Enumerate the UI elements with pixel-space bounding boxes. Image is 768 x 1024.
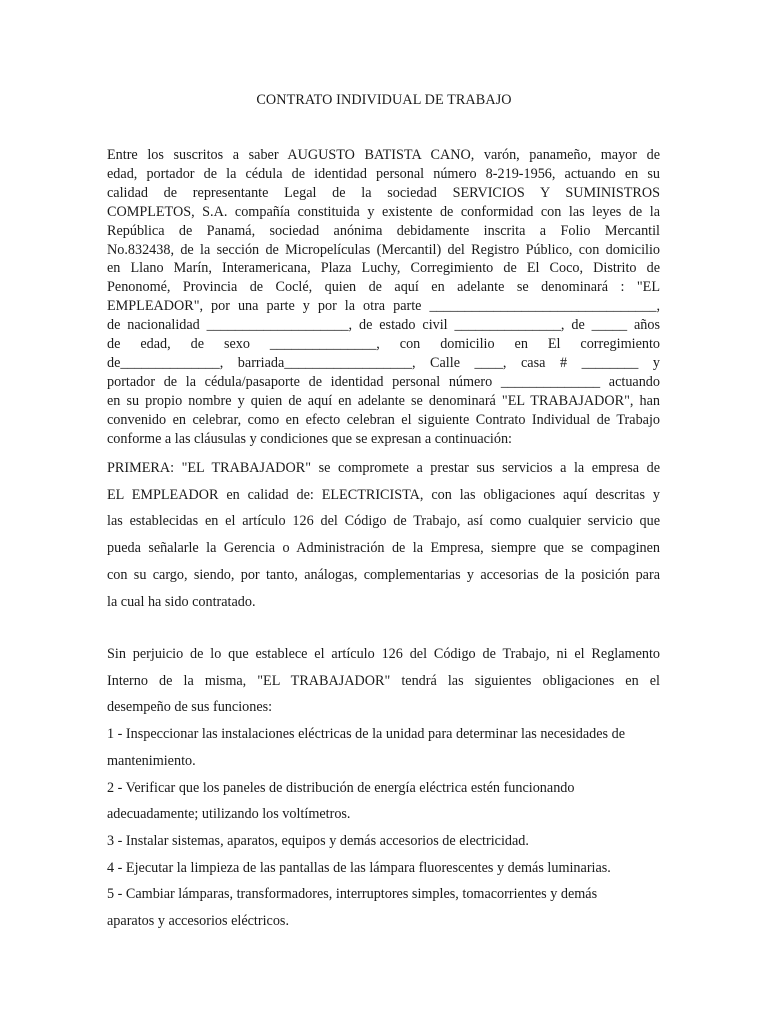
intro-line: Penonomé, Provincia de Coclé, quien de aquí en adelante se denominará : "EL [107,279,660,296]
clause-primera [107,455,660,615]
intro-line: República de Panamá, sociedad anónima debidamente inscrita a Folio Mercantil [107,222,660,239]
obligations-intro-line: Sin perjuicio de lo que establece el artículo 126 del Código de Trabajo, ni el Reglamento [107,646,660,662]
document-title: CONTRATO INDIVIDUAL DE TRABAJO [256,92,512,108]
intro-line: calidad de representante Legal de la sociedad SERVICIOS Y SUMINISTROS [107,184,660,201]
intro-line: COMPLETOS, S.A. compañía constituida y existente de conformidad con las leyes de la [107,203,660,220]
clause-primera-line: la cual ha sido contratado. [107,593,256,610]
clause-primera-line: PRIMERA: "EL TRABAJADOR" se compromete a prestar sus servicios a la empresa de [107,460,660,476]
obligations-intro-line: desempeño de sus funciones: [107,699,273,716]
obligations-section [107,641,660,935]
obligation-item: 4 - Ejecutar la limpieza de las pantallas de las lámpara fluorescentes y demás luminarias. [107,859,611,876]
intro-paragraph [107,146,660,449]
obligation-item: 2 - Verificar que los paneles de distribución de energía eléctrica estén funcionando [107,779,575,796]
intro-line: edad, portador de la cédula de identidad personal número 8-219-1956, actuando en su [107,165,660,182]
intro-line: EMPLEADOR", por una parte y por la otra parte ________________________________, [107,298,660,315]
obligation-item: mantenimiento. [107,752,196,769]
obligation-item: 5 - Cambiar lámparas, transformadores, interruptores simples, tomacorrientes y demás [107,886,598,903]
obligation-item: adecuadamente; utilizando los voltímetros. [107,806,351,823]
intro-line: de______________, barriada__________________, Calle ____, casa # ________ y [107,354,660,371]
intro-line: portador de la cédula/pasaporte de identidad personal número ______________ actuando [107,373,660,390]
intro-line: de edad, de sexo _______________, con domicilio en El corregimiento [107,336,660,353]
intro-line: de nacionalidad ____________________, de estado civil _______________, de _____ años [107,317,660,334]
clause-primera-line: las establecidas en el artículo 126 del Código de Trabajo, así como cualquier servicio que [107,513,660,530]
intro-line: No.832438, de la sección de Micropelículas (Mercantil) del Registro Público, con domicilio [107,241,660,258]
intro-line: convenido en celebrar, como en efecto celebran el siguiente Contrato Individual de Trabajo [107,411,660,428]
obligations-intro-line: Interno de la misma, "EL TRABAJADOR" tendrá las siguientes obligaciones en el [107,672,660,689]
intro-line: en su propio nombre y quien de aquí en adelante se denominará "EL TRABAJADOR", han [107,392,660,409]
clause-primera-line: pueda señalarle la Gerencia o Administración de la Empresa, siempre que se compaginen [107,540,660,557]
intro-line: conforme a las cláusulas y condiciones que se expresan a continuación: [107,430,512,447]
obligation-item: aparatos y accesorios eléctricos. [107,913,289,930]
obligation-item: 3 - Instalar sistemas, aparatos, equipos y demás accesorios de electricidad. [107,832,529,849]
obligation-item: 1 - Inspeccionar las instalaciones eléctricas de la unidad para determinar las necesidades de [107,726,626,743]
clause-primera-line: con su cargo, siendo, por tanto, análogas, complementarias y accesorias de la posición para [107,566,660,583]
clause-primera-line: EL EMPLEADOR en calidad de: ELECTRICISTA, con las obligaciones aquí descritas y [107,486,660,503]
intro-line: en Llano Marín, Interamericana, Plaza Luchy, Corregimiento de El Coco, Distrito de [107,260,660,277]
intro-line: Entre los suscritos a saber AUGUSTO BATISTA CANO, varón, panameño, mayor de [107,147,660,163]
